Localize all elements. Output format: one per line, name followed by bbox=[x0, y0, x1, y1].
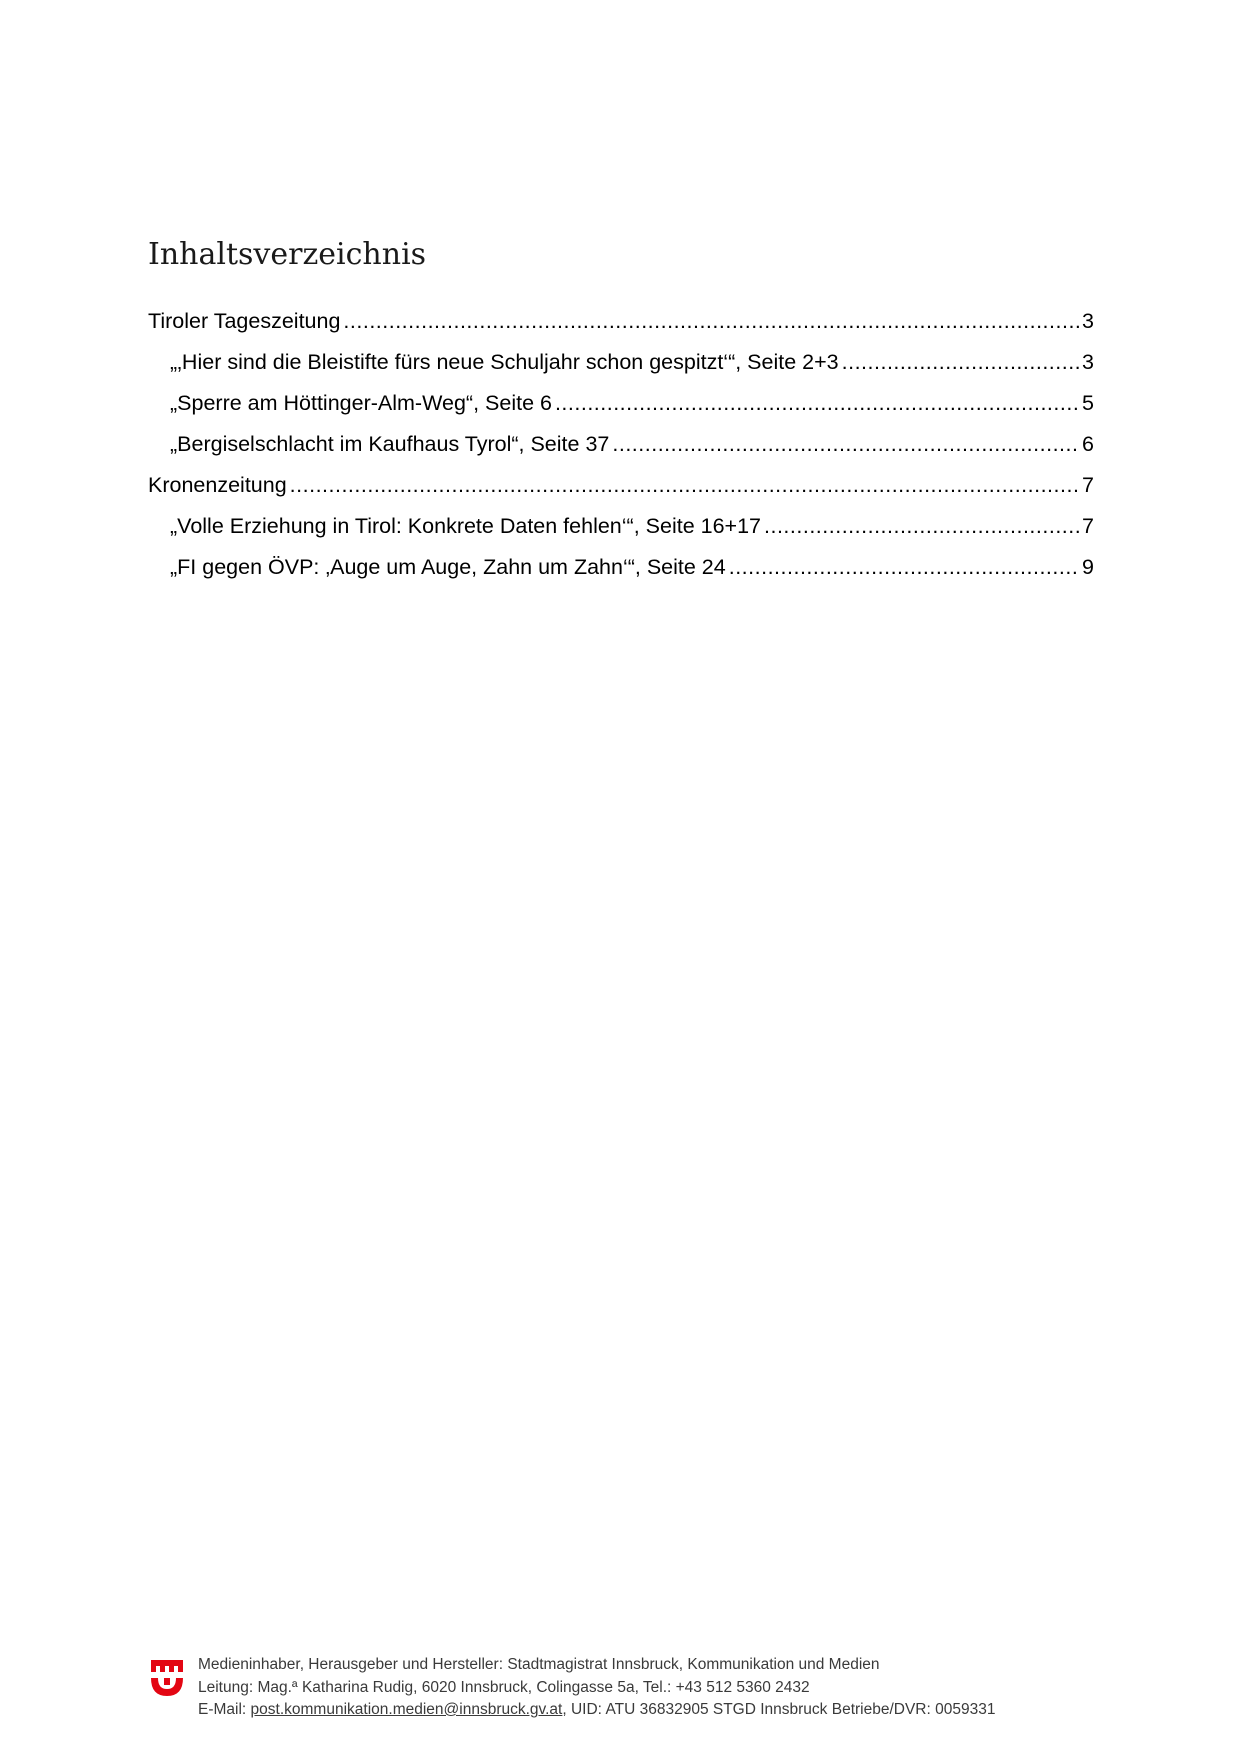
table-of-contents bbox=[148, 304, 1094, 591]
toc-page-number: 7 bbox=[1082, 473, 1094, 497]
toc-dot-leader bbox=[842, 345, 1079, 379]
toc-dot-leader bbox=[290, 468, 1079, 502]
toc-dot-leader bbox=[764, 509, 1079, 543]
toc-page-number: 3 bbox=[1082, 350, 1094, 374]
imprint-ids: , UID: ATU 36832905 STGD Innsbruck Betriebe/DVR: 0059331 bbox=[562, 1701, 996, 1718]
toc-entry-title: „Sperre am Höttinger-Alm-Weg“, Seite 6 bbox=[170, 391, 552, 415]
toc-entry-title: „Volle Erziehung in Tirol: Konkrete Daten fehlen‘“, Seite 16+17 bbox=[170, 514, 762, 538]
email-link[interactable]: post.kommunikation.medien@innsbruck.gv.at bbox=[250, 1701, 563, 1718]
toc-entry[interactable] bbox=[148, 386, 1094, 427]
toc-entry[interactable] bbox=[148, 468, 1094, 509]
toc-entry[interactable] bbox=[148, 304, 1094, 345]
innsbruck-logo-icon bbox=[150, 1658, 184, 1698]
imprint-text bbox=[198, 1654, 995, 1722]
toc-entry[interactable] bbox=[148, 509, 1094, 550]
toc-page-number: 9 bbox=[1082, 555, 1094, 579]
toc-heading: Inhaltsverzeichnis bbox=[148, 237, 427, 272]
toc-entry[interactable] bbox=[148, 345, 1094, 386]
imprint-contact bbox=[198, 1699, 995, 1722]
toc-page-number: 5 bbox=[1082, 391, 1094, 415]
toc-dot-leader bbox=[555, 386, 1079, 420]
toc-dot-leader bbox=[343, 304, 1079, 338]
toc-page-number: 3 bbox=[1082, 309, 1094, 333]
toc-page-number: 7 bbox=[1082, 514, 1094, 538]
imprint-management: Leitung: Mag.ª Katharina Rudig, 6020 Innsbruck, Colingasse 5a, Tel.: +43 512 5360 2432 bbox=[198, 1678, 810, 1696]
toc-entry-title: Tiroler Tageszeitung bbox=[148, 309, 341, 333]
toc-entry-title: Kronenzeitung bbox=[148, 473, 287, 497]
toc-entry-title: „‚Hier sind die Bleistifte fürs neue Schuljahr schon gespitzt‘“, Seite 2+3 bbox=[170, 350, 839, 374]
imprint-publisher: Medieninhaber, Herausgeber und Hersteller: Stadtmagistrat Innsbruck, Kommunikation und Medien bbox=[198, 1656, 880, 1673]
toc-entry[interactable] bbox=[148, 550, 1094, 591]
toc-entry-title: „FI gegen ÖVP: ‚Auge um Auge, Zahn um Zahn‘“, Seite 24 bbox=[170, 555, 726, 579]
toc-page-number: 6 bbox=[1082, 432, 1094, 456]
email-label: E-Mail: bbox=[198, 1701, 251, 1718]
toc-dot-leader bbox=[612, 427, 1079, 461]
toc-entry[interactable] bbox=[148, 427, 1094, 468]
page-footer bbox=[150, 1654, 1130, 1734]
toc-entry-title: „Bergiselschlacht im Kaufhaus Tyrol“, Seite 37 bbox=[170, 432, 610, 456]
toc-dot-leader bbox=[729, 550, 1079, 584]
